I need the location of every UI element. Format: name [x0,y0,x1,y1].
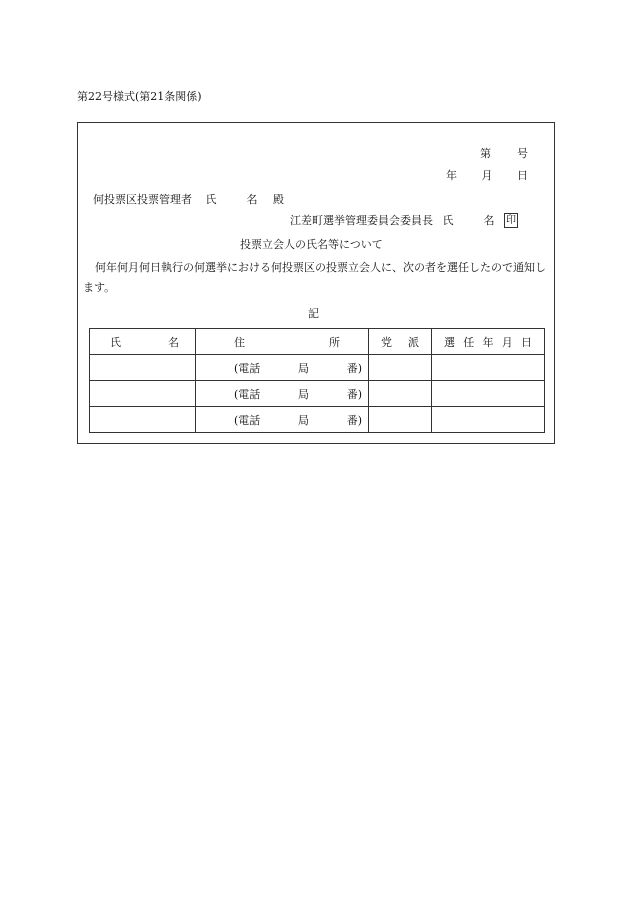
seal-mark: 印 [506,215,516,226]
cell-appointed-date [432,381,545,407]
cell-appointed-date [432,407,545,433]
header-name: 氏 名 [90,329,196,355]
header-party: 党 派 [369,329,432,355]
sender-mei: 名 [483,214,495,227]
cell-party [369,381,432,407]
table-row [90,355,545,381]
cell-name [90,407,196,433]
ref-dai: 第 [480,147,491,160]
ki-heading: 記 [308,307,319,320]
table-header-row [90,329,545,355]
sender-line [290,212,518,229]
body-text: 何年何月何日執行の何選挙における何投票区の投票立会人に、次の者を選任したので通知します。 [83,261,546,294]
header-appointed-date: 選 任 年 月 日 [432,329,545,355]
cell-name [90,381,196,407]
appointee-table [89,328,545,433]
cell-party [369,407,432,433]
sender-name [443,212,495,228]
notice-form [77,122,555,444]
sender-shi: 氏 [442,214,454,227]
form-number-label: 第22号様式(第21条関係) [77,90,202,103]
addressee-shi: 氏 [205,193,217,206]
cell-address: (電話 局 番) [196,407,369,433]
date-month: 月 [481,169,493,182]
subject-line: 投票立会人の氏名等について [240,238,383,251]
cell-party [369,355,432,381]
cell-address: (電話 局 番) [196,381,369,407]
table-row [90,407,545,433]
addressee-role: 何投票区投票管理者 [93,193,192,206]
table-row [90,381,545,407]
addressee-honorific: 殿 [273,193,284,206]
date-day: 日 [517,169,528,182]
cell-appointed-date [432,355,545,381]
sender-role: 江差町選挙管理委員会委員長 [290,214,433,227]
addressee-mei: 名 [246,193,258,206]
addressee-name [206,191,258,207]
date-year: 年 [446,169,457,182]
ref-go: 号 [517,147,528,160]
header-address: 住 所 [196,329,369,355]
cell-name [90,355,196,381]
reference-number [480,145,528,161]
cell-address: (電話 局 番) [196,355,369,381]
date-line [446,167,528,183]
addressee-line [93,191,284,207]
